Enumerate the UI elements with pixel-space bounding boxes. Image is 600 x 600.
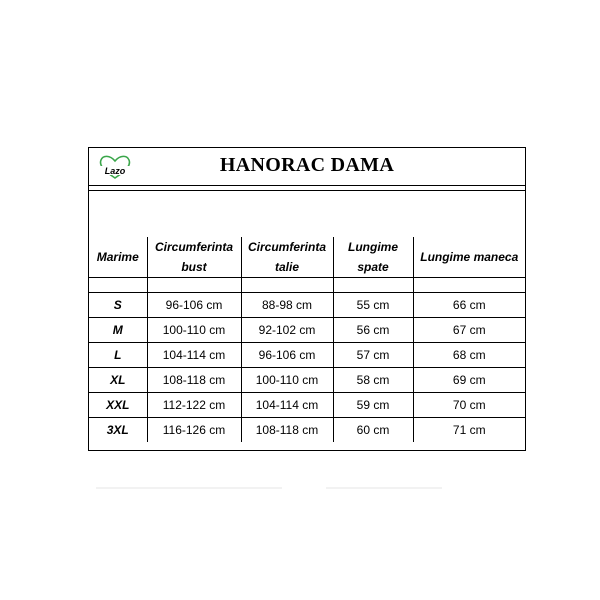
spate-cell: 58 cm xyxy=(333,368,413,393)
col-header-spate: Lungime spate xyxy=(333,237,413,278)
size-cell: XXL xyxy=(89,393,147,418)
col-header-bust: Circumferinta bust xyxy=(147,237,241,278)
table-row xyxy=(89,393,525,418)
page-title: HANORAC DAMA xyxy=(219,154,395,176)
size-cell: S xyxy=(89,293,147,318)
bust-cell: 112-122 cm xyxy=(147,393,241,418)
maneca-cell: 70 cm xyxy=(413,393,525,418)
spate-cell: 60 cm xyxy=(333,418,413,443)
talie-cell: 88-98 cm xyxy=(241,293,333,318)
table-row xyxy=(89,368,525,393)
faint-line xyxy=(326,487,442,489)
size-cell: M xyxy=(89,318,147,343)
size-table xyxy=(89,237,525,442)
double-rule xyxy=(89,190,525,191)
logo-text: Lazo xyxy=(104,166,126,176)
talie-cell: 104-114 cm xyxy=(241,393,333,418)
spacer-row xyxy=(89,278,525,293)
bust-cell: 104-114 cm xyxy=(147,343,241,368)
bust-cell: 96-106 cm xyxy=(147,293,241,318)
col-header-talie: Circumferinta talie xyxy=(241,237,333,278)
size-cell: XL xyxy=(89,368,147,393)
maneca-cell: 67 cm xyxy=(413,318,525,343)
bust-cell: 100-110 cm xyxy=(147,318,241,343)
size-cell: L xyxy=(89,343,147,368)
spate-cell: 59 cm xyxy=(333,393,413,418)
bust-cell: 116-126 cm xyxy=(147,418,241,443)
size-chart xyxy=(88,147,526,451)
spate-cell: 56 cm xyxy=(333,318,413,343)
spate-cell: 57 cm xyxy=(333,343,413,368)
size-cell: 3XL xyxy=(89,418,147,443)
col-header-marime: Marime xyxy=(89,237,147,278)
table-row xyxy=(89,293,525,318)
maneca-cell: 68 cm xyxy=(413,343,525,368)
table-row xyxy=(89,318,525,343)
blank-band xyxy=(89,188,525,237)
col-header-maneca: Lungime maneca xyxy=(413,237,525,278)
chart-header xyxy=(89,148,525,186)
maneca-cell: 66 cm xyxy=(413,293,525,318)
talie-cell: 92-102 cm xyxy=(241,318,333,343)
faint-line xyxy=(96,487,282,489)
maneca-cell: 71 cm xyxy=(452,423,486,437)
talie-cell: 96-106 cm xyxy=(241,343,333,368)
spate-cell: 55 cm xyxy=(333,293,413,318)
talie-cell: 108-118 cm xyxy=(241,418,333,443)
header-row xyxy=(89,237,525,278)
maneca-cell: 69 cm xyxy=(413,368,525,393)
bust-cell: 108-118 cm xyxy=(147,368,241,393)
table-row xyxy=(89,343,525,368)
talie-cell: 100-110 cm xyxy=(241,368,333,393)
table-row xyxy=(89,418,525,443)
